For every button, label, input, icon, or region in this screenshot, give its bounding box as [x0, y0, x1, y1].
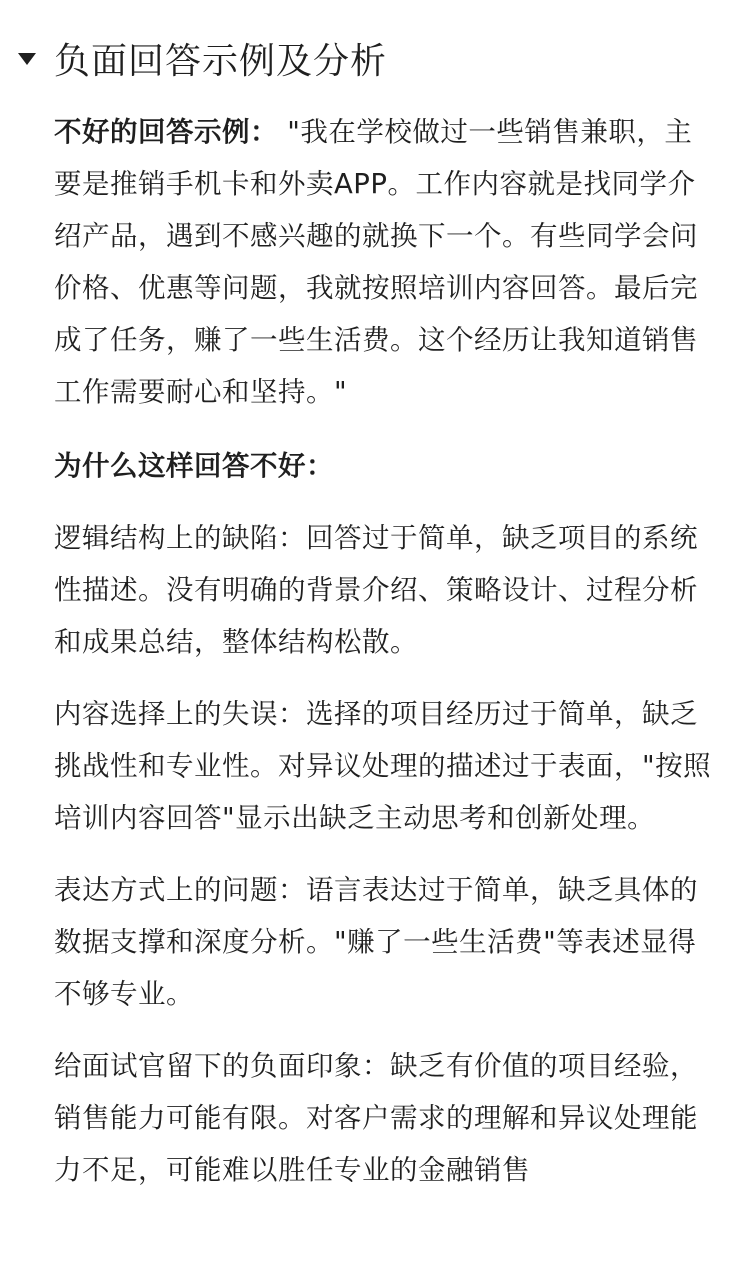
caret-down-icon[interactable] [18, 53, 36, 65]
point-text: 选择的项目经历过于简单，缺乏挑战性和专业性。对异议处理的描述过于表面，"按照培训内容回答"显示出缺乏主动思考和创新处理。 [54, 698, 712, 834]
point-text: 语言表达过于简单，缺乏具体的数据支撑和深度分析。"赚了一些生活费"等表述显得不够专业。 [54, 874, 698, 1010]
point-text: 回答过于简单，缺乏项目的系统性描述。没有明确的背景介绍、策略设计、过程分析和成果总结，整体结构松散。 [54, 522, 698, 658]
point-paragraph-impression [54, 1040, 714, 1196]
bad-example-paragraph [54, 106, 714, 418]
point-label: 表达方式上的问题： [54, 874, 306, 906]
point-label: 内容选择上的失误： [54, 698, 306, 730]
point-label: 给面试官留下的负面印象： [54, 1050, 390, 1082]
section-content [54, 106, 714, 1216]
section-title: 负面回答示例及分析 [54, 40, 388, 82]
bad-example-label: 不好的回答示例： [54, 116, 278, 148]
point-paragraph-content [54, 688, 714, 844]
section-toggle[interactable] [18, 30, 387, 86]
point-paragraph-logic [54, 512, 714, 668]
point-text: 缺乏有价值的项目经验，销售能力可能有限。对客户需求的理解和异议处理能力不足，可能难以胜任专业的金融销售 [54, 1050, 698, 1186]
point-paragraph-expression [54, 864, 714, 1020]
point-label: 逻辑结构上的缺陷： [54, 522, 306, 554]
bad-example-text: "我在学校做过一些销售兼职，主要是推销手机卡和外卖APP。工作内容就是找同学介绍产品，遇到不感兴趣的就换下一个。有些同学会问价格、优惠等问题，我就按照培训内容回答。最后完成了任务，赚了一些生活费。这个经历让我知道销售工作需要耐心和坚持。" [54, 116, 698, 408]
why-bad-heading: 为什么这样回答不好： [54, 450, 334, 482]
